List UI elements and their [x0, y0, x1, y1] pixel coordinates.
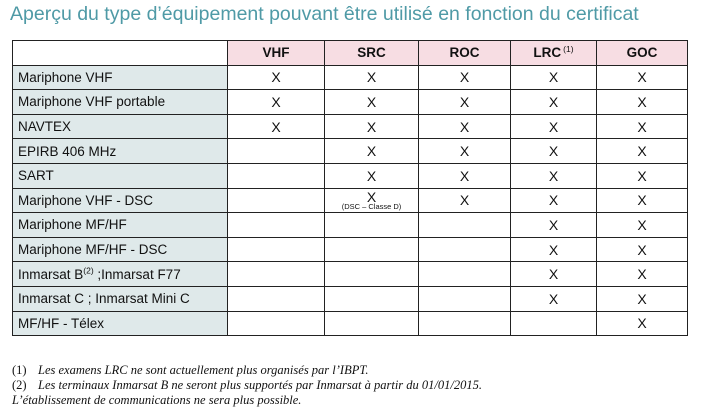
availability-cell: [511, 139, 597, 164]
availability-cell: [419, 237, 511, 262]
availability-cell: [325, 65, 419, 90]
availability-cell: [511, 163, 597, 188]
footnote-number: (2): [12, 378, 27, 392]
equipment-label: Mariphone VHF portable: [13, 90, 228, 115]
footnote: [12, 363, 482, 378]
availability-cell: [511, 188, 597, 213]
availability-cell: [419, 213, 511, 238]
availability-cell: [419, 90, 511, 115]
availability-cell: [228, 114, 325, 139]
availability-mark: X: [637, 69, 647, 86]
availability-cell: [597, 262, 688, 287]
availability-cell: [419, 286, 511, 311]
footnote-ref: (1): [563, 43, 574, 54]
availability-cell: [325, 286, 419, 311]
availability-mark: X: [637, 216, 647, 233]
table-row: [13, 188, 688, 213]
availability-mark: X: [548, 167, 559, 184]
table-row: [13, 90, 688, 115]
table-row: [13, 139, 688, 164]
availability-mark: X: [459, 118, 470, 135]
availability-mark: X: [271, 93, 281, 110]
availability-cell: [597, 139, 688, 164]
equipment-label: Mariphone VHF - DSC: [13, 188, 228, 213]
availability-cell: [511, 90, 597, 115]
availability-cell: [325, 262, 419, 287]
availability-cell: [419, 262, 511, 287]
availability-mark: X: [459, 167, 470, 184]
availability-mark: X: [548, 216, 559, 233]
table-row: [13, 163, 688, 188]
availability-mark: X: [459, 93, 470, 110]
availability-cell: [228, 65, 325, 90]
availability-cell: [325, 213, 419, 238]
availability-cell: [419, 188, 511, 213]
availability-cell: [597, 188, 688, 213]
availability-cell: [511, 286, 597, 311]
footnote-ref: (2): [83, 265, 94, 276]
availability-cell: [325, 237, 419, 262]
availability-cell: [228, 311, 325, 336]
table-row: [13, 286, 688, 311]
availability-mark: X: [366, 167, 377, 184]
availability-mark: X: [271, 118, 281, 135]
availability-mark: X: [459, 192, 470, 209]
availability-cell: [228, 262, 325, 287]
footnote-text: Les terminaux Inmarsat B ne seront plus supportés par Inmarsat à partir du 01/01/2015.: [38, 378, 482, 392]
availability-cell: [325, 114, 419, 139]
availability-mark: X: [637, 192, 647, 209]
column-header: LRC $^{(1)}$: [511, 41, 597, 66]
equipment-label: Mariphone VHF: [13, 65, 228, 90]
table-row: [13, 262, 688, 287]
availability-cell: [511, 114, 597, 139]
availability-mark: X: [637, 315, 647, 332]
footnotes: [12, 363, 482, 408]
equipment-label: MF/HF - Télex: [13, 311, 228, 336]
availability-cell: [228, 286, 325, 311]
column-header: VHF: [228, 41, 325, 66]
footnote-number: (1): [12, 363, 27, 377]
availability-mark: X: [548, 93, 559, 110]
availability-cell: [511, 262, 597, 287]
availability-cell: [511, 65, 597, 90]
availability-cell: [597, 65, 688, 90]
equipment-label: Mariphone MF/HF - DSC: [13, 237, 228, 262]
availability-mark: X: [637, 93, 647, 110]
footnote-text: Les examens LRC ne sont actuellement plus organisés par l’IBPT.: [38, 363, 369, 377]
equipment-label: EPIRB 406 MHz: [13, 139, 228, 164]
availability-cell: [325, 188, 419, 213]
availability-cell: [228, 90, 325, 115]
availability-cell: [511, 311, 597, 336]
availability-cell: [597, 311, 688, 336]
equipment-label: SART: [13, 163, 228, 188]
availability-cell: [597, 163, 688, 188]
availability-mark: X: [637, 143, 647, 160]
availability-cell: [325, 311, 419, 336]
table-row: [13, 65, 688, 90]
availability-cell: [419, 311, 511, 336]
availability-mark: X: [637, 118, 647, 135]
availability-cell: [419, 139, 511, 164]
equipment-label: NAVTEX: [13, 114, 228, 139]
availability-mark: X: [548, 290, 559, 307]
availability-mark: X: [366, 93, 377, 110]
availability-cell: [511, 237, 597, 262]
availability-cell: [597, 237, 688, 262]
column-header: ROC: [419, 41, 511, 66]
availability-cell: [228, 163, 325, 188]
availability-mark: X: [548, 266, 559, 283]
table-row: [13, 311, 688, 336]
equipment-label: Mariphone MF/HF: [13, 213, 228, 238]
availability-mark: X: [548, 118, 559, 135]
availability-mark: X: [548, 69, 559, 86]
footnote-text-continued: L’établissement de communications ne sera plus possible.: [12, 393, 302, 407]
availability-cell: [228, 213, 325, 238]
header-row: [13, 41, 688, 66]
availability-cell: [325, 163, 419, 188]
availability-mark: X: [459, 143, 470, 160]
equipment-label: Inmarsat C ; Inmarsat Mini C: [13, 286, 228, 311]
availability-cell: [419, 65, 511, 90]
table-row: [13, 237, 688, 262]
availability-mark: X: [366, 188, 377, 205]
footnote: [12, 378, 482, 393]
availability-cell: [597, 90, 688, 115]
column-header: GOC: [597, 41, 688, 66]
availability-cell: [325, 90, 419, 115]
availability-mark: X: [366, 118, 377, 135]
availability-cell: [228, 188, 325, 213]
certificate-equipment-table: [12, 40, 688, 336]
availability-mark: X: [366, 143, 377, 160]
availability-mark: X: [637, 290, 647, 307]
availability-cell: [597, 213, 688, 238]
availability-mark: X: [548, 143, 559, 160]
page-title: Aperçu du type d’équipement pouvant être utilisé en fonction du certificat: [10, 3, 639, 25]
availability-mark: X: [637, 167, 647, 184]
availability-cell: [228, 237, 325, 262]
cell-note: (DSC – Classe D): [341, 201, 402, 211]
availability-cell: [228, 139, 325, 164]
availability-mark: X: [459, 69, 470, 86]
availability-mark: X: [548, 192, 559, 209]
header-corner-cell: [13, 41, 228, 66]
availability-mark: X: [271, 69, 281, 86]
availability-mark: X: [637, 266, 647, 283]
table-row: [13, 213, 688, 238]
availability-cell: [597, 114, 688, 139]
equipment-label: Inmarsat $B^{(2)}$ ;Inmarsat F77: [13, 262, 228, 287]
availability-mark: X: [366, 69, 377, 86]
availability-mark: X: [637, 241, 647, 258]
availability-mark: X: [548, 241, 559, 258]
column-header: SRC: [325, 41, 419, 66]
availability-cell: [597, 286, 688, 311]
table-row: [13, 114, 688, 139]
availability-cell: [511, 213, 597, 238]
availability-cell: [325, 139, 419, 164]
availability-cell: [419, 163, 511, 188]
availability-cell: [419, 114, 511, 139]
